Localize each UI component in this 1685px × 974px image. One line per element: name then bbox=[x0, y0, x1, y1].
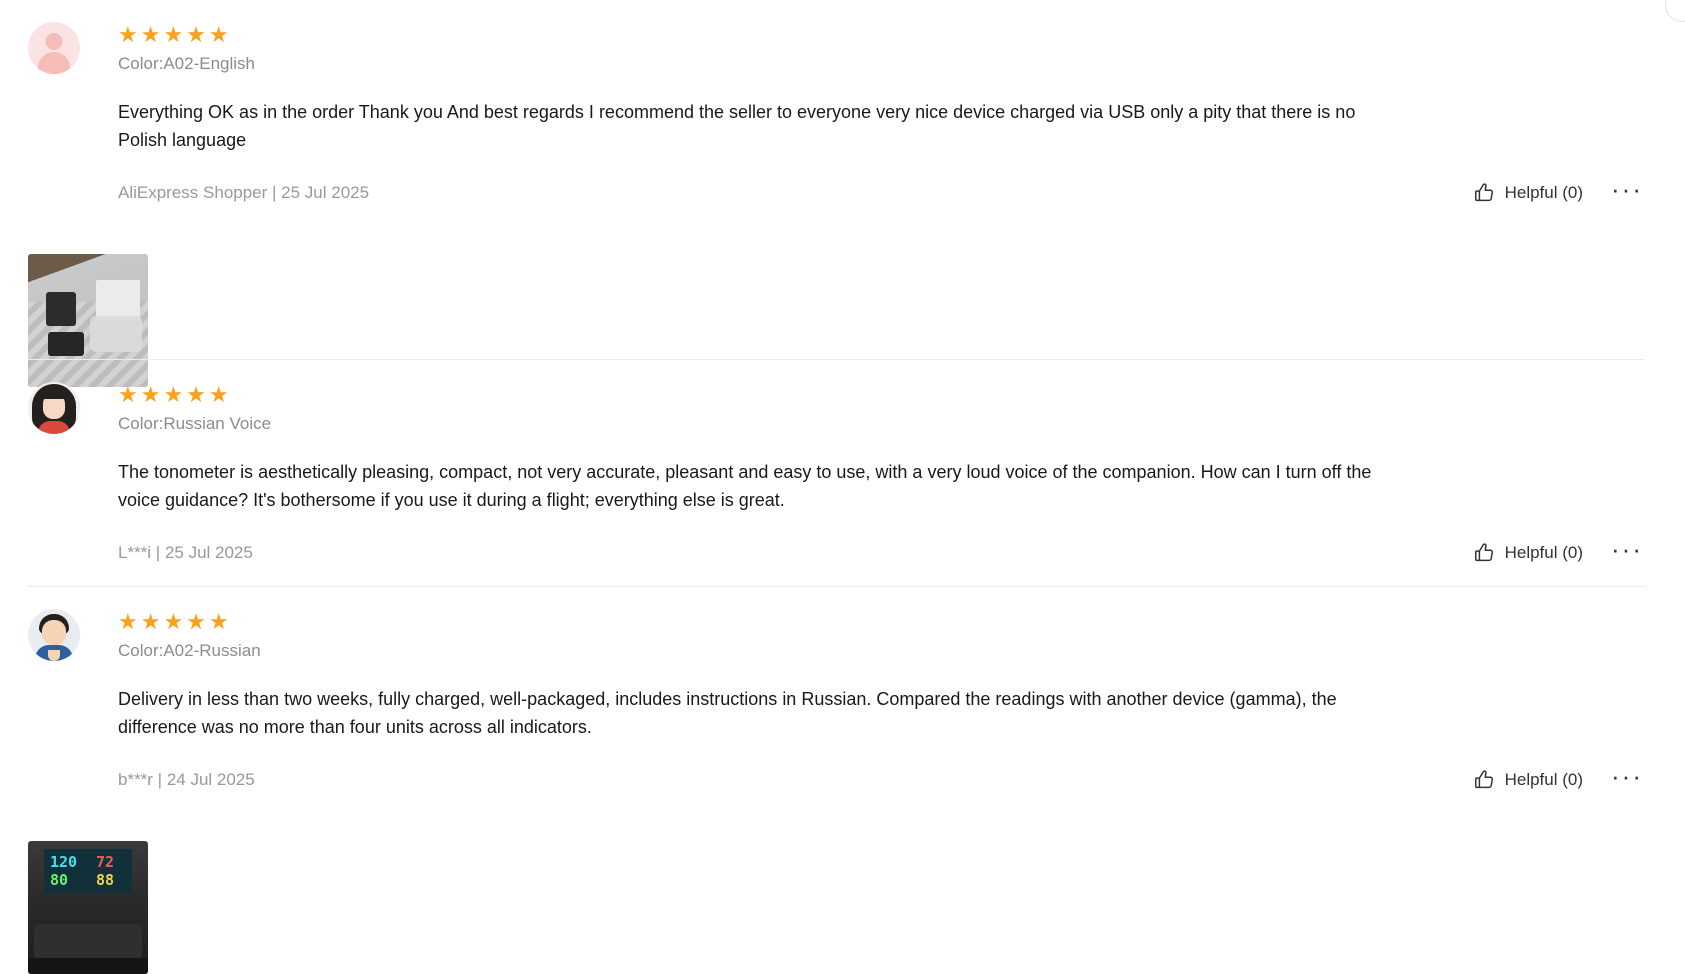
avatar bbox=[28, 609, 80, 661]
review-footer bbox=[118, 761, 1645, 813]
helpful-button[interactable] bbox=[1473, 542, 1583, 564]
review-text: Delivery in less than two weeks, fully charged, well-packaged, includes instructions in Russian. Compared the readings with another device (gamma), the difference was no more than four units across all indicators. bbox=[118, 689, 1337, 737]
helpful-label: Helpful (0) bbox=[1504, 543, 1584, 562]
review-meta: b***r | 24 Jul 2025 bbox=[118, 770, 255, 789]
review-footer bbox=[118, 534, 1645, 586]
review-photo[interactable] bbox=[28, 841, 148, 974]
review-meta: AliExpress Shopper | 25 Jul 2025 bbox=[118, 183, 370, 202]
helpful-button[interactable] bbox=[1473, 182, 1583, 204]
review-text: The tonometer is aesthetically pleasing, compact, not very accurate, pleasant and easy to use, with a very loud voice of the companion. How can I turn off the voice guidance? It's bothersome if you use it during a flight; everything else is great. bbox=[118, 462, 1372, 510]
review-sku: Color:A02-Russian bbox=[118, 641, 261, 660]
review-text: Everything OK as in the order Thank you And best regards I recommend the seller to everyone very nice device charged via USB only a pity that there is no Polish language bbox=[118, 102, 1356, 150]
review-header-text bbox=[118, 22, 255, 74]
thumbs-up-icon bbox=[1473, 769, 1495, 791]
review-meta: L***i | 25 Jul 2025 bbox=[118, 543, 253, 562]
review-actions bbox=[1473, 174, 1645, 204]
review-header bbox=[28, 22, 1645, 74]
display-diastolic: 80 bbox=[50, 871, 69, 889]
avatar bbox=[28, 382, 80, 434]
thumbs-up-icon bbox=[1473, 542, 1495, 564]
review-item bbox=[28, 0, 1645, 359]
review-item bbox=[28, 586, 1645, 946]
helpful-label: Helpful (0) bbox=[1504, 183, 1584, 202]
review-actions bbox=[1473, 761, 1645, 791]
display-pulse: 72 bbox=[96, 853, 115, 871]
review-item bbox=[28, 359, 1645, 586]
review-header bbox=[28, 609, 1645, 661]
review-footer bbox=[118, 174, 1645, 226]
review-sku: Color:A02-English bbox=[118, 54, 256, 73]
more-options-button[interactable]: ··· bbox=[1611, 534, 1643, 564]
helpful-label: Helpful (0) bbox=[1504, 770, 1584, 789]
rating-stars: ★★★★★ bbox=[118, 382, 232, 407]
more-options-button[interactable]: ··· bbox=[1611, 761, 1643, 791]
helpful-button[interactable] bbox=[1473, 769, 1583, 791]
avatar bbox=[28, 22, 80, 74]
rating-stars: ★★★★★ bbox=[118, 22, 232, 47]
display-systolic: 120 bbox=[50, 853, 78, 871]
review-sku: Color:Russian Voice bbox=[118, 414, 272, 433]
review-header-text bbox=[118, 382, 271, 434]
thumbs-up-icon bbox=[1473, 182, 1495, 204]
review-header-text bbox=[118, 609, 261, 661]
rating-stars: ★★★★★ bbox=[118, 609, 232, 634]
display-extra: 88 bbox=[96, 871, 115, 889]
review-header bbox=[28, 382, 1645, 434]
review-actions bbox=[1473, 534, 1645, 564]
more-options-button[interactable]: ··· bbox=[1611, 174, 1643, 204]
